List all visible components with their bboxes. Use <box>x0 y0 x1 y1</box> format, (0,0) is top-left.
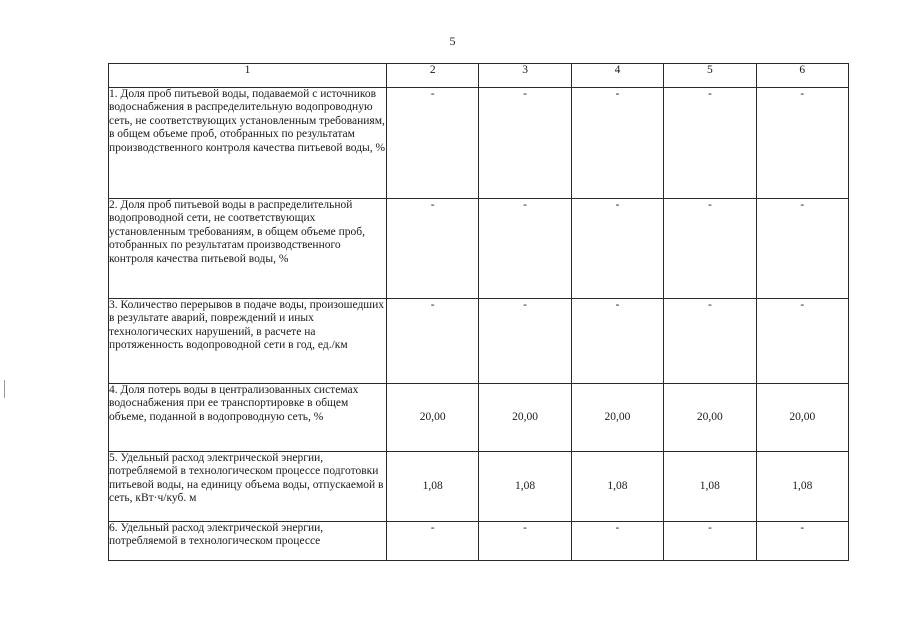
column-header: 6 <box>756 64 848 88</box>
indicator-value: - <box>756 299 848 384</box>
table-row <box>109 522 849 561</box>
indicator-value: - <box>756 88 848 199</box>
indicator-description: 1. Доля проб питьевой воды, подаваемой с источников водоснабжения в распределительную водопроводную сеть, не соответствующих установленным требованиям, в общем объеме проб, отобранных по результатам производственного контроля качества питьевой воды, % <box>109 88 387 199</box>
indicator-value: 20,00 <box>479 384 571 452</box>
indicator-value: - <box>479 522 571 561</box>
column-header: 2 <box>387 64 479 88</box>
table-row <box>109 88 849 199</box>
table-header-row <box>109 64 849 88</box>
indicator-value: - <box>664 299 756 384</box>
indicator-value: 1,08 <box>479 452 571 522</box>
indicator-description: 3. Количество перерывов в подаче воды, произошедших в результате аварий, повреждений и иных технологических нарушений, в расчете на протяженность водопроводной сети в год, ед./км <box>109 299 387 384</box>
table-row <box>109 299 849 384</box>
column-header: 5 <box>664 64 756 88</box>
indicator-value: 20,00 <box>664 384 756 452</box>
indicator-description: 4. Доля потерь воды в централизованных системах водоснабжения при ее транспортировке в общем объеме, поданной в водопроводную сеть, % <box>109 384 387 452</box>
column-header: 1 <box>109 64 387 88</box>
column-header: 4 <box>571 64 663 88</box>
indicator-value: - <box>479 199 571 299</box>
table-row <box>109 384 849 452</box>
indicator-value: 1,08 <box>756 452 848 522</box>
indicator-value: - <box>479 299 571 384</box>
indicators-table <box>108 63 849 561</box>
indicator-value: - <box>387 88 479 199</box>
indicator-value: 1,08 <box>664 452 756 522</box>
indicator-value: - <box>571 522 663 561</box>
indicator-value: - <box>664 522 756 561</box>
indicator-value: 20,00 <box>571 384 663 452</box>
indicator-value: 1,08 <box>571 452 663 522</box>
page-number: 5 <box>449 34 456 48</box>
indicator-value: - <box>479 88 571 199</box>
table-row <box>109 452 849 522</box>
indicator-value: - <box>571 88 663 199</box>
indicator-value: 1,08 <box>387 452 479 522</box>
indicator-description: 6. Удельный расход электрической энергии, потребляемой в технологическом процессе <box>109 522 387 561</box>
indicator-value: - <box>756 522 848 561</box>
indicator-value: - <box>571 199 663 299</box>
indicator-value: - <box>387 522 479 561</box>
column-header: 3 <box>479 64 571 88</box>
indicator-value: - <box>756 199 848 299</box>
indicator-value: - <box>571 299 663 384</box>
indicator-description: 2. Доля проб питьевой воды в распределительной водопроводной сети, не соответствующих установленным требованиям, в общем объеме проб, отобранных по результатам производственного контроля качества питьевой воды, % <box>109 199 387 299</box>
table-row <box>109 199 849 299</box>
indicator-value: - <box>664 199 756 299</box>
indicator-value: - <box>387 299 479 384</box>
margin-mark <box>4 380 5 398</box>
indicator-value: 20,00 <box>387 384 479 452</box>
indicator-value: - <box>664 88 756 199</box>
indicator-value: - <box>387 199 479 299</box>
indicator-value: 20,00 <box>756 384 848 452</box>
indicator-description: 5. Удельный расход электрической энергии, потребляемой в технологическом процессе подготовки питьевой воды, на единицу объема воды, отпускаемой в сеть, кВт·ч/куб. м <box>109 452 387 522</box>
